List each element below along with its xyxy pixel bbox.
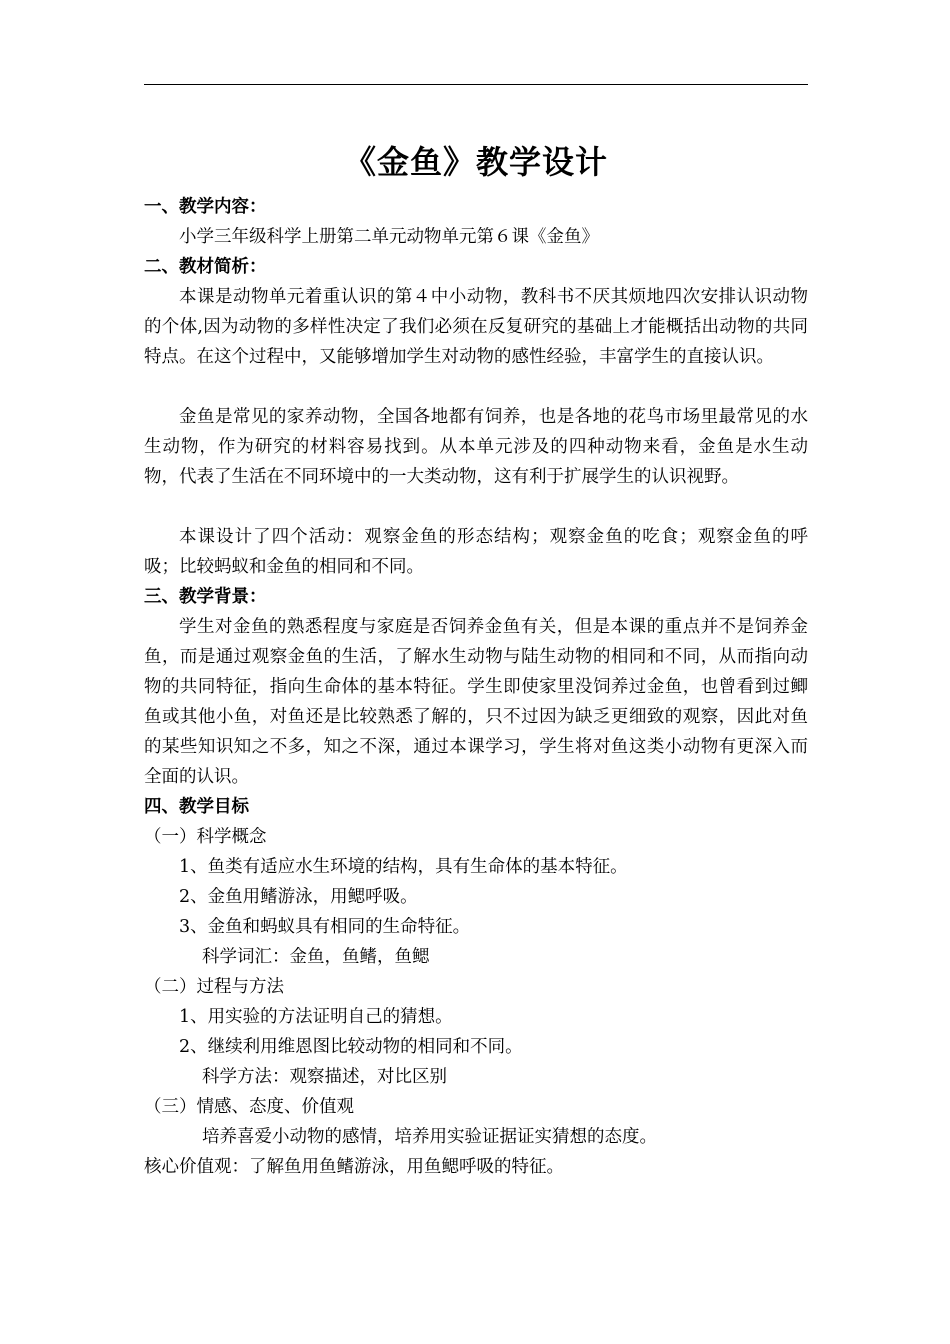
section-heading-content: 一、教学内容： (144, 197, 267, 217)
header-rule (144, 84, 808, 85)
goal-concepts-note: 科学词汇：金鱼，鱼鳍，鱼鳃 (202, 947, 430, 967)
analysis-paragraph-1: 本课是动物单元着重认识的第４中小动物，教科书不厌其烦地四次安排认识动物的个体,因为动物的多样性决定了我们必须在反复研究的基础上才能概括出动物的共同特点。在这个过程中，又能够增加学生对动物的感性经验，丰富学生的直接认识。 (144, 287, 808, 367)
goal-concepts-label: （一）科学概念 (144, 827, 267, 847)
goal-concepts-item-3: 3、金鱼和蚂蚁具有相同的生命特征。 (179, 917, 471, 937)
core-values-text: 核心价值观：了解鱼用鱼鳍游泳，用鱼鳃呼吸的特征。 (144, 1157, 564, 1177)
goal-concepts-item-1: 1、鱼类有适应水生环境的结构，具有生命体的基本特征。 (179, 857, 628, 877)
goal-process-note: 科学方法：观察描述，对比区别 (202, 1067, 447, 1087)
document-title: 《金鱼》教学设计 (343, 143, 608, 181)
goal-attitude-note: 培养喜爱小动物的感情，培养用实验证据证实猜想的态度。 (202, 1127, 657, 1147)
section-heading-goals: 四、教学目标 (144, 797, 249, 817)
background-text: 学生对金鱼的熟悉程度与家庭是否饲养金鱼有关，但是本课的重点并不是饲养金鱼，而是通过观察金鱼的生活，了解水生动物与陆生动物的相同和不同，从而指向动物的共同特征，指向生命体的基本特征。学生即使家里没饲养过金鱼，也曾看到过鲫鱼或其他小鱼，对鱼还是比较熟悉了解的，只不过因为缺乏更细致的观察，因此对鱼的某些知识知之不多，知之不深，通过本课学习，学生将对鱼这类小动物有更深入而全面的认识。 (144, 617, 808, 787)
analysis-paragraph-3: 本课设计了四个活动：观察金鱼的形态结构；观察金鱼的吃食；观察金鱼的呼吸；比较蚂蚁和金鱼的相同和不同。 (144, 527, 808, 577)
goal-process-label: （二）过程与方法 (144, 977, 284, 997)
goal-process-item-1: 1、用实验的方法证明自己的猜想。 (179, 1007, 453, 1027)
document-body (144, 192, 808, 1182)
content-text: 小学三年级科学上册第二单元动物单元第６课《金鱼》 (179, 227, 599, 247)
goal-concepts-item-2: 2、金鱼用鳍游泳，用鳃呼吸。 (179, 887, 418, 907)
analysis-paragraph-2: 金鱼是常见的家养动物，全国各地都有饲养，也是各地的花鸟市场里最常见的水生动物，作为研究的材料容易找到。从本单元涉及的四种动物来看，金鱼是水生动物，代表了生活在不同环境中的一大类动物，这有利于扩展学生的认识视野。 (144, 407, 808, 487)
goal-process-item-2: 2、继续利用维恩图比较动物的相同和不同。 (179, 1037, 523, 1057)
section-heading-background: 三、教学背景： (144, 587, 267, 607)
section-heading-analysis: 二、教材简析： (144, 257, 267, 277)
goal-attitude-label: （三）情感、态度、价值观 (144, 1097, 354, 1117)
